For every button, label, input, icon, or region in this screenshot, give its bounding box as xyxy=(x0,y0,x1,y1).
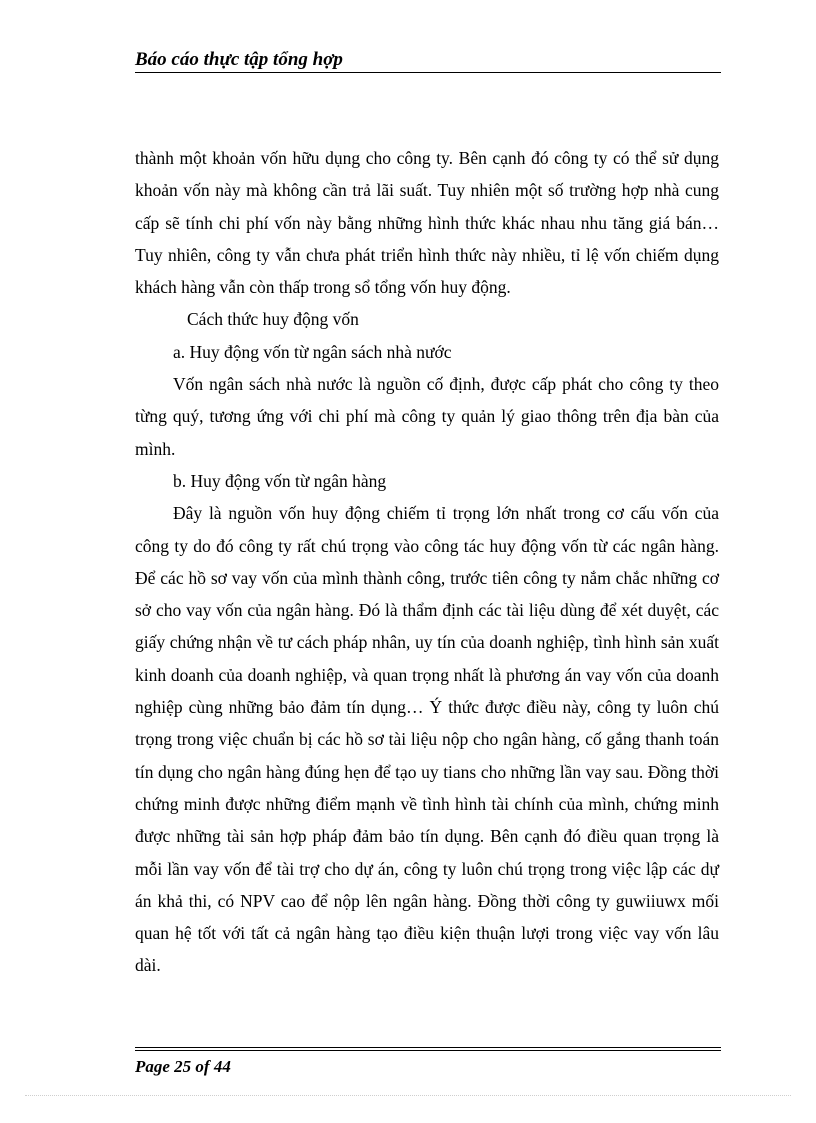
subsection-heading-a: a. Huy động vốn từ ngân sách nhà nước xyxy=(173,341,452,362)
page-bottom-edge xyxy=(25,1095,791,1096)
section-heading-methods: Cách thức huy động vốn xyxy=(187,309,359,330)
page-header xyxy=(135,48,721,73)
footer-rule-bottom xyxy=(135,1050,721,1051)
footer-rule-top xyxy=(135,1047,721,1048)
paragraph-state-budget: Vốn ngân sách nhà nước là nguồn cố định, được cấp phát cho công ty theo từng quý, tương ứng với chi phí mà công ty quản lý giao thông trên địa bàn của mình. xyxy=(135,374,719,459)
paragraph-continuation: thành một khoản vốn hữu dụng cho công ty. Bên cạnh đó công ty có thể sử dụng khoản vốn này mà không cần trả lãi suất. Tuy nhiên một số trường hợp nhà cung cấp sẽ tính chi phí vốn này bằng những hình thức khác nhau nhu tăng giá bán… Tuy nhiên, công ty vẫn chưa phát triển hình thức này nhiều, tỉ lệ vốn chiếm dụng khách hàng vẫn còn thấp trong sổ tổng vốn huy động. xyxy=(135,148,719,298)
page-number: Page 25 of 44 xyxy=(135,1057,231,1076)
header-rule xyxy=(135,72,721,73)
subsection-heading-b: b. Huy động vốn từ ngân hàng xyxy=(173,470,387,491)
paragraph-bank-loans: Đây là nguồn vốn huy động chiếm tỉ trọng lớn nhất trong cơ cấu vốn của công ty do đó công ty rất chú trọng vào công tác huy động vốn từ các ngân hàng. Để các hồ sơ vay vốn của mình thành công, trước tiên công ty nắm chắc những cơ sở cho vay vốn của ngân hàng. Đó là thẩm định các tài liệu dùng để xét duyệt, các giấy chứng nhận về tư cách pháp nhân, uy tín của doanh nghiệp, tình hình sản xuất kinh doanh của doanh nghiệp, và quan trọng nhất là phương án vay vốn của doanh nghiệp cùng những bảo đảm tín dụng… Ý thức được điều này, công ty luôn chú trọng trong việc chuẩn bị các hồ sơ tài liệu nộp cho ngân hàng, cố gắng thanh toán tín dụng cho ngân hàng đúng hẹn để tạo uy tians cho những lần vay sau. Đồng thời chứng minh được những điểm mạnh về tình hình tài chính của mình, chứng minh được những tài sản hợp pháp đảm bảo tín dụng. Bên cạnh đó điều quan trọng là mỗi lần vay vốn để tài trợ cho dự án, công ty luôn chú trọng trong việc lập các dự án khả thi, có NPV cao để nộp lên ngân hàng. Đồng thời công ty guwiiuwx mối quan hệ tốt với tất cả ngân hàng tạo điều kiện thuận lượi trong việc vay vốn lâu dài. xyxy=(135,503,719,976)
header-title: Báo cáo thực tập tổng hợp xyxy=(135,49,343,70)
page-footer xyxy=(135,1047,721,1079)
document-body xyxy=(135,142,719,982)
